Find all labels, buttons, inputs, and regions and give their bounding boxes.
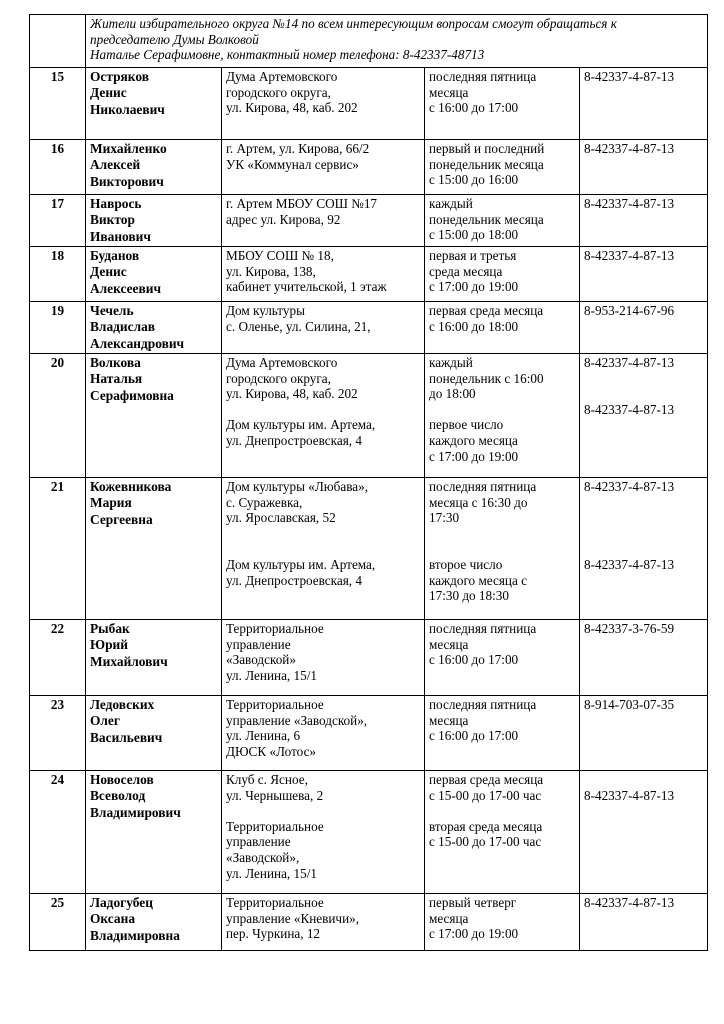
- deputy-name-line: Владимирович: [90, 804, 181, 820]
- schedule-line: второе число: [429, 556, 503, 572]
- table-row: [30, 478, 708, 620]
- address-line: Дом культуры им. Артема,: [226, 556, 376, 572]
- deputy-name-line: Серафимовна: [90, 387, 174, 403]
- table-row: [30, 894, 708, 951]
- deputy-name-line: Волкова: [90, 355, 141, 370]
- schedule-line: понедельник месяца: [429, 156, 544, 172]
- schedule-line: вторая среда месяца: [429, 818, 543, 834]
- schedule-line: с 17:00 до 19:00: [429, 926, 519, 942]
- line-spacer: [584, 772, 703, 788]
- reception-address-cell: [222, 620, 425, 696]
- phone-number: 8-42337-4-87-13: [584, 787, 675, 803]
- line-spacer: [226, 803, 420, 819]
- line-spacer: [584, 371, 703, 387]
- address-line: ул. Днепростроевская, 4: [226, 572, 362, 588]
- deputy-name-cell: [86, 195, 222, 247]
- reception-schedule-cell: [425, 247, 580, 302]
- row-number: 18: [30, 247, 86, 302]
- row-number: 25: [30, 894, 86, 951]
- schedule-line: первая и третья: [429, 248, 517, 263]
- schedule-line: последняя пятница: [429, 479, 537, 494]
- schedule-line: месяца: [429, 84, 469, 100]
- address-line: кабинет учительской, 1 этаж: [226, 279, 387, 295]
- phone-number: 8-42337-4-87-13: [584, 69, 675, 84]
- line-spacer: [584, 510, 703, 526]
- schedule-line: 17:30: [429, 510, 460, 526]
- address-line: Территориальное: [226, 895, 324, 910]
- phone-cell: [580, 247, 708, 302]
- deputy-name-line: Николаевич: [90, 101, 165, 117]
- reception-schedule-cell: [425, 302, 580, 354]
- deputy-name-line: Мария: [90, 495, 132, 511]
- deputy-name-line: Рыбак: [90, 621, 130, 636]
- deputy-name-line: Наврось: [90, 196, 142, 211]
- table-row: [30, 68, 708, 140]
- table-row: [30, 620, 708, 696]
- phone-cell: [580, 894, 708, 951]
- address-line: УК «Коммунал сервис»: [226, 156, 359, 172]
- reception-schedule-cell: [425, 140, 580, 195]
- schedule-line: последняя пятница: [429, 621, 537, 636]
- deputy-name-cell: [86, 354, 222, 478]
- schedule-line: с 16:00 до 17:00: [429, 652, 519, 668]
- phone-cell: [580, 620, 708, 696]
- phone-number: 8-42337-4-87-13: [584, 895, 675, 910]
- schedule-line: месяца: [429, 910, 469, 926]
- note-line: Жители избирательного округа №14 по всем интересующим вопросам смогут обращаться к: [90, 16, 617, 31]
- deputy-name-cell: [86, 302, 222, 354]
- schedule-line: каждого месяца с: [429, 572, 527, 588]
- phone-number: 8-42337-4-87-13: [584, 479, 675, 494]
- reception-schedule-cell: [425, 894, 580, 951]
- line-spacer: [226, 541, 420, 557]
- deputy-name-line: Денис: [90, 85, 127, 101]
- deputy-name-line: Ледовских: [90, 697, 155, 712]
- table-row: [30, 195, 708, 247]
- table-row: [30, 247, 708, 302]
- row-number: 17: [30, 195, 86, 247]
- deputy-name-cell: [86, 771, 222, 894]
- schedule-line: последняя пятница: [429, 69, 537, 84]
- row-number: 16: [30, 140, 86, 195]
- schedule-line: последняя пятница: [429, 697, 537, 712]
- reception-schedule-cell: [425, 620, 580, 696]
- reception-address-cell: [222, 195, 425, 247]
- note-row: [30, 15, 708, 68]
- deputy-name-line: Владислав: [90, 319, 156, 335]
- phone-number: 8-42337-4-87-13: [584, 355, 675, 370]
- deputy-name-cell: [86, 68, 222, 140]
- deputy-name-line: Новоселов: [90, 772, 154, 787]
- schedule-line: первая среда месяца: [429, 303, 544, 318]
- address-line: ул. Кирова, 138,: [226, 263, 316, 279]
- phone-cell: [580, 354, 708, 478]
- deputy-name-line: Буданов: [90, 248, 140, 263]
- deputy-name-line: Александрович: [90, 335, 185, 351]
- address-line: «Заводской»,: [226, 849, 300, 865]
- reception-address-cell: [222, 478, 425, 620]
- deputy-name-line: Наталья: [90, 371, 143, 387]
- deputy-name-line: Олег: [90, 713, 120, 729]
- line-spacer: [584, 495, 703, 511]
- schedule-line: с 16:00 до 18:00: [429, 318, 519, 334]
- address-line: пер. Чуркина, 12: [226, 926, 321, 942]
- reception-address-cell: [222, 140, 425, 195]
- phone-cell: [580, 771, 708, 894]
- schedule-line: среда месяца: [429, 263, 503, 279]
- schedule-line: месяца: [429, 712, 469, 728]
- address-line: Дом культуры «Любава»,: [226, 479, 368, 494]
- note-line: председателю Думы Волковой: [90, 31, 259, 47]
- contact-note: [86, 15, 708, 68]
- address-line: «Заводской»: [226, 652, 296, 668]
- schedule-line: с 15:00 до 16:00: [429, 172, 519, 188]
- deputy-name-cell: [86, 894, 222, 951]
- address-line: ДЮСК «Лотос»: [226, 743, 317, 759]
- deputies-rows: [30, 68, 708, 951]
- reception-address-cell: [222, 354, 425, 478]
- address-line: Дом культуры им. Артема,: [226, 417, 376, 433]
- schedule-line: с 15-00 до 17-00 час: [429, 834, 542, 850]
- phone-number: 8-42337-4-87-13: [584, 248, 675, 263]
- deputy-name-line: Чечель: [90, 303, 134, 318]
- schedule-line: месяца с 16:30 до: [429, 494, 528, 510]
- row-number: 23: [30, 696, 86, 771]
- address-line: с. Суражевка,: [226, 494, 303, 510]
- reception-schedule-cell: [425, 478, 580, 620]
- address-line: ул. Ленина, 6: [226, 728, 301, 744]
- table-row: [30, 696, 708, 771]
- deputies-schedule-table: [29, 14, 708, 951]
- address-line: управление: [226, 636, 291, 652]
- schedule-line: каждый: [429, 196, 473, 211]
- reception-schedule-cell: [425, 354, 580, 478]
- note-empty-cell: [30, 15, 86, 68]
- line-spacer: [429, 526, 575, 542]
- reception-address-cell: [222, 247, 425, 302]
- row-number: 19: [30, 302, 86, 354]
- schedule-line: понедельник с 16:00: [429, 370, 544, 386]
- reception-address-cell: [222, 696, 425, 771]
- address-line: ул. Ярославская, 52: [226, 510, 336, 526]
- line-spacer: [429, 803, 575, 819]
- deputy-name-line: Викторович: [90, 173, 164, 189]
- deputy-name-line: Остряков: [90, 69, 149, 84]
- phone-number: 8-42337-4-87-13: [584, 401, 675, 417]
- schedule-line: первая среда месяца: [429, 772, 544, 787]
- row-number: 24: [30, 771, 86, 894]
- deputy-name-line: Ладогубец: [90, 895, 153, 910]
- deputy-name-cell: [86, 478, 222, 620]
- phone-number: 8-42337-4-87-13: [584, 556, 675, 572]
- deputy-name-line: Виктор: [90, 212, 135, 228]
- address-line: МБОУ СОШ № 18,: [226, 248, 334, 263]
- deputy-name-line: Оксана: [90, 911, 136, 927]
- reception-schedule-cell: [425, 195, 580, 247]
- schedule-line: с 16:00 до 17:00: [429, 728, 519, 744]
- reception-address-cell: [222, 771, 425, 894]
- reception-address-cell: [222, 302, 425, 354]
- schedule-line: каждого месяца: [429, 432, 518, 448]
- line-spacer: [429, 541, 575, 557]
- address-line: ул. Днепростроевская, 4: [226, 432, 362, 448]
- address-line: Дума Артемовского: [226, 355, 338, 370]
- deputy-name-line: Денис: [90, 264, 127, 280]
- deputy-name-line: Алексей: [90, 157, 141, 173]
- address-line: ул. Кирова, 48, каб. 202: [226, 100, 358, 116]
- deputy-name-line: Юрий: [90, 637, 128, 653]
- reception-schedule-cell: [425, 696, 580, 771]
- schedule-line: с 17:00 до 19:00: [429, 279, 519, 295]
- reception-schedule-cell: [425, 68, 580, 140]
- address-line: ул. Ленина, 15/1: [226, 865, 317, 881]
- note-line: Наталье Серафимовне, контактный номер телефона: 8-42337-48713: [90, 47, 485, 63]
- schedule-line: с 15-00 до 17-00 час: [429, 787, 542, 803]
- deputy-name-cell: [86, 620, 222, 696]
- schedule-line: с 15:00 до 18:00: [429, 227, 519, 243]
- phone-cell: [580, 478, 708, 620]
- table-row: [30, 302, 708, 354]
- deputy-name-line: Иванович: [90, 228, 151, 244]
- line-spacer: [584, 526, 703, 542]
- address-line: ул. Кирова, 48, каб. 202: [226, 386, 358, 402]
- line-spacer: [226, 526, 420, 542]
- table-row: [30, 140, 708, 195]
- address-line: ул. Чернышева, 2: [226, 787, 324, 803]
- row-number: 20: [30, 354, 86, 478]
- deputy-name-line: Михайленко: [90, 141, 167, 156]
- phone-cell: [580, 140, 708, 195]
- address-line: Клуб с. Ясное,: [226, 772, 308, 787]
- address-line: Территориальное: [226, 697, 324, 712]
- address-line: городского округа,: [226, 84, 331, 100]
- address-line: Территориальное: [226, 818, 324, 834]
- address-line: городского округа,: [226, 370, 331, 386]
- line-spacer: [429, 402, 575, 418]
- row-number: 21: [30, 478, 86, 620]
- deputy-name-line: Михайлович: [90, 653, 168, 669]
- address-line: ул. Ленина, 15/1: [226, 667, 317, 683]
- schedule-line: 17:30 до 18:30: [429, 588, 509, 604]
- phone-cell: [580, 68, 708, 140]
- reception-address-cell: [222, 68, 425, 140]
- reception-address-cell: [222, 894, 425, 951]
- address-line: с. Оленье, ул. Силина, 21,: [226, 318, 371, 334]
- schedule-line: понедельник месяца: [429, 211, 544, 227]
- schedule-line: с 17:00 до 19:00: [429, 448, 519, 464]
- deputy-name-line: Васильевич: [90, 729, 163, 745]
- line-spacer: [226, 402, 420, 418]
- schedule-line: с 16:00 до 17:00: [429, 100, 519, 116]
- deputy-name-line: Кожевникова: [90, 479, 172, 494]
- schedule-line: каждый: [429, 355, 473, 370]
- phone-number: 8-914-703-07-35: [584, 697, 675, 712]
- deputy-name-line: Сергеевна: [90, 511, 153, 527]
- deputy-name-cell: [86, 696, 222, 771]
- address-line: адрес ул. Кирова, 92: [226, 211, 341, 227]
- table-row: [30, 354, 708, 478]
- phone-number: 8-953-214-67-96: [584, 303, 675, 318]
- address-line: управление: [226, 834, 291, 850]
- reception-schedule-cell: [425, 771, 580, 894]
- row-number: 22: [30, 620, 86, 696]
- schedule-line: первое число: [429, 417, 504, 433]
- schedule-line: до 18:00: [429, 386, 476, 402]
- deputy-name-cell: [86, 140, 222, 195]
- phone-cell: [580, 302, 708, 354]
- phone-number: 8-42337-4-87-13: [584, 196, 675, 211]
- address-line: г. Артем МБОУ СОШ №17: [226, 196, 378, 211]
- deputy-name-cell: [86, 247, 222, 302]
- schedule-line: первый четверг: [429, 895, 517, 910]
- table-row: [30, 771, 708, 894]
- phone-number: 8-42337-4-87-13: [584, 141, 675, 156]
- deputy-name-line: Владимировна: [90, 927, 180, 943]
- schedule-line: месяца: [429, 636, 469, 652]
- address-line: Дума Артемовского: [226, 69, 338, 84]
- address-line: г. Артем, ул. Кирова, 66/2: [226, 141, 370, 156]
- phone-cell: [580, 195, 708, 247]
- row-number: 15: [30, 68, 86, 140]
- line-spacer: [584, 386, 703, 402]
- phone-number: 8-42337-3-76-59: [584, 621, 675, 636]
- line-spacer: [584, 541, 703, 557]
- address-line: управление «Заводской»,: [226, 712, 368, 728]
- address-line: Территориальное: [226, 621, 324, 636]
- address-line: управление «Кневичи»,: [226, 910, 360, 926]
- phone-cell: [580, 696, 708, 771]
- schedule-line: первый и последний: [429, 141, 545, 156]
- deputy-name-line: Алексеевич: [90, 280, 162, 296]
- address-line: Дом культуры: [226, 303, 305, 318]
- deputy-name-line: Всеволод: [90, 788, 146, 804]
